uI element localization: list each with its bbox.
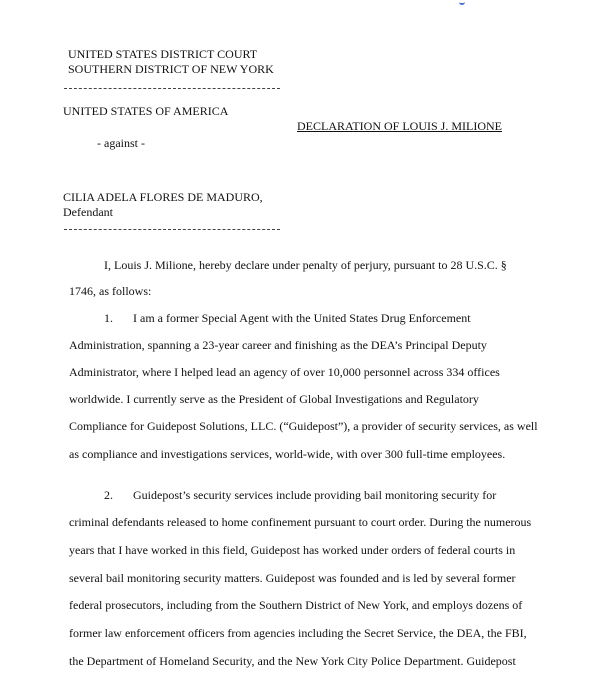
court-name-line2: SOUTHERN DISTRICT OF NEW YORK — [68, 62, 274, 76]
plaintiff-name: UNITED STATES OF AMERICA — [63, 104, 229, 118]
versus-label: - against - — [97, 136, 145, 150]
intro-line-1: I, Louis J. Milione, hereby declare under penalty of perjury, pursuant to 28 U.S.C. § — [104, 258, 507, 272]
paragraph-2-line: several bail monitoring security matters. Guidepost was founded and is led by several former — [69, 571, 516, 585]
paragraph-1-number: 1. — [104, 311, 113, 325]
paragraph-1-line: Administration, spanning a 23-year career and finishing as the DEA’s Principal Deputy — [69, 338, 487, 352]
defendant-name: CILIA ADELA FLORES DE MADURO, — [63, 190, 263, 204]
caption-bottom-rule — [64, 229, 280, 230]
paragraph-2-line: criminal defendants released to home confinement pursuant to court order. During the numerous — [69, 515, 532, 529]
paragraph-1-line: Administrator, where I helped lead an agency of over 10,000 personnel across 334 offices — [69, 365, 500, 379]
paragraph-2-line: former law enforcement officers from agencies including the Secret Service, the DEA, the FBI, — [69, 626, 527, 640]
page-corner-mark — [459, 0, 465, 5]
paragraph-1-line: as compliance and investigations services, world-wide, with over 300 full-time employees. — [69, 447, 506, 461]
paragraph-1-line: worldwide. I currently serve as the President of Global Investigations and Regulatory — [69, 392, 479, 406]
paragraph-2-line: Guidepost’s security services include providing bail monitoring security for — [133, 488, 497, 502]
paragraph-2-line: the Department of Homeland Security, and the New York City Police Department. Guidepost — [69, 654, 516, 668]
paragraph-2-line: federal prosecutors, including from the Southern District of New York, and employs dozens of — [69, 598, 523, 612]
caption-top-rule — [64, 88, 280, 89]
defendant-role: Defendant — [63, 205, 113, 219]
paragraph-1-line: Compliance for Guidepost Solutions, LLC. (“Guidepost”), a provider of security services, as well — [69, 419, 538, 433]
court-name-line1: UNITED STATES DISTRICT COURT — [68, 47, 258, 61]
paragraph-2-line: years that I have worked in this field, Guidepost has worked under orders of federal courts in — [69, 543, 516, 557]
document-title: DECLARATION OF LOUIS J. MILIONE — [297, 119, 502, 133]
paragraph-2-number: 2. — [104, 488, 113, 502]
intro-line-2: 1746, as follows: — [69, 284, 152, 298]
paragraph-1-line: I am a former Special Agent with the United States Drug Enforcement — [133, 311, 471, 325]
